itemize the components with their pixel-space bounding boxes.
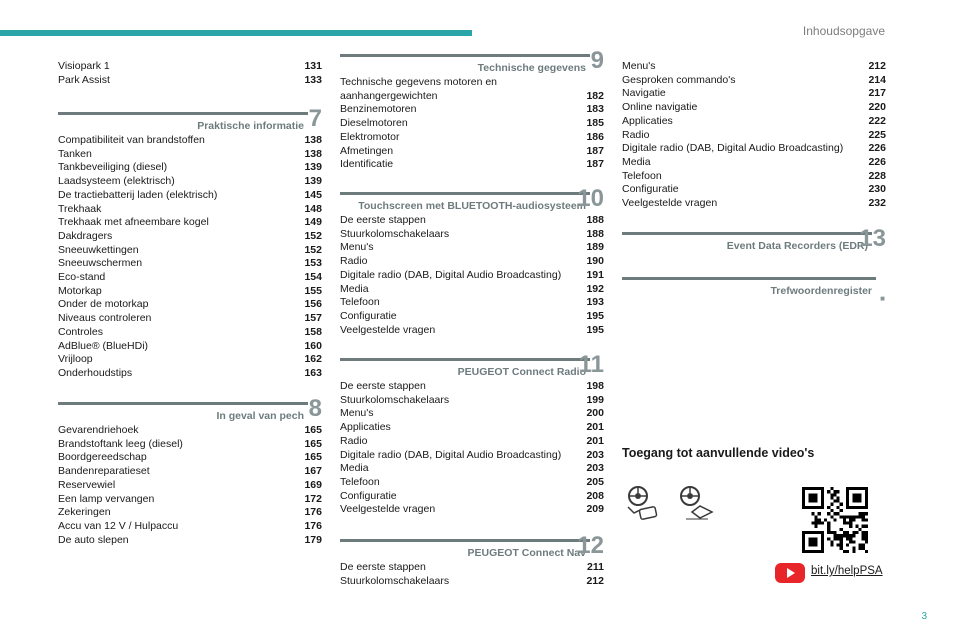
toc-entry-title: Digitale radio (DAB, Digital Audio Broadcasting): [340, 268, 562, 281]
toc-entry[interactable]: [340, 283, 604, 297]
toc-entry-page: 212: [586, 574, 604, 587]
toc-entry[interactable]: [340, 241, 604, 255]
chapter-rule: [340, 358, 590, 361]
toc-entry-page: 228: [868, 169, 886, 182]
toc-entry[interactable]: [340, 490, 604, 504]
toc-list-col3-top: [622, 60, 886, 211]
toc-entry[interactable]: [340, 421, 604, 435]
toc-entry-page: 200: [586, 407, 604, 420]
index-section: [622, 277, 886, 303]
toc-entry[interactable]: [58, 534, 322, 548]
toc-entry-title: Configuratie: [340, 309, 397, 322]
toc-entry-page: 131: [304, 60, 322, 72]
toc-entry-page: 163: [304, 366, 322, 379]
toc-entry-title: Tanken: [58, 147, 92, 160]
toc-entry-page: 217: [868, 87, 886, 100]
toc-entry-page: 133: [304, 73, 322, 86]
toc-entry-title: AdBlue® (BlueHDi): [58, 339, 149, 352]
toc-entry[interactable]: [58, 340, 322, 354]
toc-entry[interactable]: [622, 156, 886, 170]
toc-entry-page: 201: [586, 434, 604, 447]
chapter-title: Technische gegevens: [477, 62, 586, 74]
chapter-9-entries: [340, 76, 604, 172]
toc-entry-page: 225: [868, 128, 886, 141]
toc-entry[interactable]: [622, 197, 886, 211]
toc-entry-title: Digitale radio (DAB, Digital Audio Broadcasting): [340, 448, 562, 461]
toc-entry-title: Veelgestelde vragen: [622, 197, 718, 210]
toc-entry-page: 208: [586, 489, 604, 502]
toc-entry[interactable]: [340, 380, 604, 394]
toc-entry-page: 203: [586, 462, 604, 475]
toc-entry-page: 138: [304, 147, 322, 160]
toc-entry-title: Trekhaak: [58, 202, 102, 215]
toc-entry[interactable]: [58, 257, 322, 271]
toc-entry-title: Eco-stand: [58, 271, 106, 284]
toc-entry[interactable]: [622, 183, 886, 197]
toc-entry-page: 167: [304, 465, 322, 478]
toc-entry-page: 158: [304, 325, 322, 338]
toc-entry-title: Benzinemotoren: [340, 103, 417, 116]
chapter-number: 9: [590, 47, 604, 74]
toc-entry-page: 193: [586, 296, 604, 309]
toc-entry-title: De tractiebatterij laden (elektrisch): [58, 188, 218, 201]
toc-entry[interactable]: [340, 435, 604, 449]
toc-entry[interactable]: [58, 493, 322, 507]
toc-entry-page: 165: [304, 437, 322, 450]
toc-entry-title: Identificatie: [340, 158, 394, 171]
toc-entry-page: 185: [586, 117, 604, 130]
toc-entry-page: 155: [304, 284, 322, 297]
toc-entry-page: 138: [304, 134, 322, 146]
toc-entry[interactable]: [58, 74, 322, 88]
toc-entry-title: Zekeringen: [58, 506, 111, 519]
chapter-7: [58, 105, 322, 381]
toc-entry-title: Stuurkolomschakelaars: [340, 227, 450, 240]
chapter-rule: [622, 277, 876, 280]
toc-entry-title: Reservewiel: [58, 478, 116, 491]
toc-entry-page: 188: [586, 214, 604, 226]
chapter-rule: [622, 232, 872, 235]
toc-entry[interactable]: [340, 255, 604, 269]
chapter-title: PEUGEOT Connect Nav: [467, 547, 586, 559]
toc-entry-title: Navigatie: [622, 87, 666, 100]
toc-entry-title: Laadsysteem (elektrisch): [58, 175, 175, 188]
chapter-13-heading[interactable]: [622, 225, 886, 252]
toc-entry[interactable]: [340, 228, 604, 242]
toc-entry[interactable]: [58, 312, 322, 326]
chapter-8-entries: [58, 424, 322, 547]
chapter-number: 11: [578, 351, 604, 378]
toc-entry-page: 220: [868, 101, 886, 114]
toc-entry-page: 176: [304, 506, 322, 519]
toc-entry-page: 205: [586, 475, 604, 488]
chapter-number: 13: [859, 225, 886, 252]
toc-entry-title: Online navigatie: [622, 101, 698, 114]
toc-entry-page: 183: [586, 103, 604, 116]
toc-entry[interactable]: [58, 520, 322, 534]
toc-entry-page: 156: [304, 298, 322, 311]
chapter-11: [340, 351, 604, 517]
toc-entry[interactable]: [622, 142, 886, 156]
toc-entry[interactable]: [340, 476, 604, 490]
toc-entry-page: 169: [304, 478, 322, 491]
chapter-title: In geval van pech: [216, 410, 304, 422]
videos-heading: Toegang tot aanvullende video's: [622, 446, 815, 460]
toc-entry[interactable]: [58, 203, 322, 217]
toc-entry-page: 191: [586, 268, 604, 281]
toc-entry-title: Stuurkolomschakelaars: [340, 393, 450, 406]
page-header-title: Inhoudsopgave: [802, 24, 885, 38]
chapter-number: 10: [577, 185, 604, 212]
toc-entry-title: Dieselmotoren: [340, 117, 408, 130]
toc-entry-page: 160: [304, 339, 322, 352]
page-number: 3: [921, 611, 927, 622]
toc-entry-page: 179: [304, 533, 322, 546]
toc-entry[interactable]: [58, 438, 322, 452]
toc-entry-title: Compatibiliteit van brandstoffen: [58, 134, 205, 146]
toc-entry-title: Accu van 12 V / Hulpaccu: [58, 519, 179, 532]
toc-entry[interactable]: [58, 465, 322, 479]
chapter-title: Praktische informatie: [197, 120, 304, 132]
toc-entry[interactable]: [340, 449, 604, 463]
toc-entry-page: 195: [586, 309, 604, 322]
toc-entry[interactable]: [622, 74, 886, 88]
toc-entry-title: Radio: [340, 434, 368, 447]
toc-entry-title: Onder de motorkap: [58, 298, 149, 311]
chapter-10-heading[interactable]: [340, 185, 604, 212]
toc-entry-title: Media: [340, 282, 369, 295]
toc-entry[interactable]: [58, 285, 322, 299]
toc-entry-title: Radio: [340, 255, 368, 268]
toc-entry-title: Niveaus controleren: [58, 312, 152, 325]
chapter-title: Event Data Recorders (EDR): [726, 240, 868, 252]
toc-entry-page: 187: [586, 158, 604, 171]
chapter-10: [340, 185, 604, 337]
toc-entry[interactable]: [58, 216, 322, 230]
toc-entry-page: 162: [304, 353, 322, 366]
chapter-12-entries: [340, 561, 604, 588]
toc-entry-title: Media: [340, 462, 369, 475]
toc-entry[interactable]: [340, 117, 604, 131]
toc-entry-title: Brandstoftank leeg (diesel): [58, 437, 183, 450]
toc-entry[interactable]: [340, 269, 604, 283]
toc-column-1: [58, 60, 322, 87]
toc-entry-title: Applicaties: [622, 114, 673, 127]
toc-entry-page: 222: [868, 114, 886, 127]
toc-entry[interactable]: [340, 407, 604, 421]
steering-wheel-screen-icon: [626, 486, 660, 522]
toc-entry[interactable]: [340, 158, 604, 172]
chapter-number: 8: [308, 395, 322, 422]
toc-entry-page: 182: [586, 89, 604, 102]
toc-entry-title: Menu's: [340, 407, 374, 420]
toc-entry-page: 187: [586, 144, 604, 157]
toc-entry-title: Radio: [622, 128, 650, 141]
chapter-8: [58, 395, 322, 547]
chapter-rule: [58, 112, 308, 115]
toc-entry-title: Controles: [58, 325, 103, 338]
toc-entry[interactable]: [58, 479, 322, 493]
chapter-7-heading[interactable]: [58, 105, 322, 132]
toc-entry-title: De eerste stappen: [340, 561, 426, 573]
toc-entry[interactable]: [622, 87, 886, 101]
chapter-rule: [340, 54, 590, 57]
toc-entry-title: Bandenreparatieset: [58, 465, 150, 478]
toc-entry[interactable]: [58, 506, 322, 520]
chapter-10-entries: [340, 214, 604, 337]
toc-entry[interactable]: [622, 60, 886, 74]
toc-entry-page: 226: [868, 142, 886, 155]
toc-column-3: [622, 60, 886, 211]
toc-entry-title: Afmetingen: [340, 144, 394, 157]
toc-entry[interactable]: [340, 310, 604, 324]
toc-entry[interactable]: [58, 244, 322, 258]
toc-entry-page: 214: [868, 73, 886, 86]
toc-entry-page: 148: [304, 202, 322, 215]
toc-entry-title: Park Assist: [58, 73, 110, 86]
toc-entry-title: Vrijloop: [58, 353, 93, 366]
toc-entry-title: Stuurkolomschakelaars: [340, 574, 450, 587]
index-title: Trefwoordenregister: [770, 285, 872, 297]
toc-entry-title: Digitale radio (DAB, Digital Audio Broadcasting): [622, 142, 844, 155]
toc-entry[interactable]: [340, 561, 604, 575]
toc-entry-title: Sneeuwkettingen: [58, 243, 139, 256]
toc-entry-title: Dakdragers: [58, 229, 113, 242]
index-bullet: ■: [880, 294, 885, 303]
toc-entry-page: 154: [304, 271, 322, 284]
toc-entry-title: Veelgestelde vragen: [340, 323, 436, 336]
toc-entry-page: 153: [304, 257, 322, 270]
toc-entry-title: De eerste stappen: [340, 214, 426, 226]
toc-entry-page: 203: [586, 448, 604, 461]
toc-entry-page: 211: [587, 561, 604, 573]
toc-entry-page: 157: [304, 312, 322, 325]
toc-entry[interactable]: [58, 148, 322, 162]
toc-entry-page: 232: [868, 197, 886, 210]
toc-entry[interactable]: [340, 214, 604, 228]
toc-entry[interactable]: [340, 296, 604, 310]
chapter-12-heading[interactable]: [340, 532, 604, 559]
toc-entry-title: Telefoon: [340, 296, 380, 309]
toc-entry[interactable]: [58, 451, 322, 465]
toc-entry[interactable]: [58, 175, 322, 189]
toc-entry[interactable]: [58, 353, 322, 367]
toc-entry[interactable]: [58, 367, 322, 381]
chapter-13: [622, 225, 886, 254]
chapter-title: PEUGEOT Connect Radio: [457, 366, 586, 378]
toc-entry-title: Gesproken commando's: [622, 73, 736, 86]
toc-entry[interactable]: [58, 60, 322, 74]
steering-wheel-car-icon: [678, 486, 716, 522]
toc-entry[interactable]: [340, 462, 604, 476]
toc-entry[interactable]: [340, 145, 604, 159]
toc-entry[interactable]: [340, 76, 604, 90]
toc-entry[interactable]: [58, 424, 322, 438]
toc-list-col1-top: [58, 60, 322, 87]
chapter-11-heading[interactable]: [340, 351, 604, 378]
toc-entry-title: Een lamp vervangen: [58, 492, 155, 505]
toc-entry-page: 198: [586, 380, 604, 392]
toc-entry-title: Sneeuwschermen: [58, 257, 143, 270]
chapter-9-heading[interactable]: [340, 47, 604, 74]
toc-entry[interactable]: [622, 129, 886, 143]
toc-entry-page: 212: [868, 60, 886, 72]
toc-entry-page: 190: [586, 255, 604, 268]
toc-entry-title: Elektromotor: [340, 130, 400, 143]
chapter-number: 12: [577, 532, 604, 559]
toc-entry[interactable]: [340, 90, 604, 104]
chapter-12: [340, 532, 604, 588]
toc-entry-title: De auto slepen: [58, 533, 129, 546]
toc-entry-page: 145: [304, 188, 322, 201]
toc-entry-title: Veelgestelde vragen: [340, 503, 436, 516]
chapter-rule: [58, 402, 308, 405]
chapter-11-entries: [340, 380, 604, 517]
toc-entry-title: Telefoon: [622, 169, 662, 182]
toc-entry-title: Menu's: [622, 60, 656, 72]
toc-entry[interactable]: [340, 131, 604, 145]
toc-entry-page: 192: [586, 282, 604, 295]
toc-entry-title: Menu's: [340, 241, 374, 254]
chapter-rule: [340, 539, 590, 542]
toc-entry-page: 139: [304, 175, 322, 188]
toc-entry-title: Motorkap: [58, 284, 102, 297]
chapter-title: Touchscreen met BLUETOOTH-audiosysteem: [358, 200, 586, 212]
toc-entry[interactable]: [340, 103, 604, 117]
toc-entry-page: 186: [586, 130, 604, 143]
toc-entry[interactable]: [340, 394, 604, 408]
toc-entry[interactable]: [622, 170, 886, 184]
chapter-7-entries: [58, 134, 322, 381]
chapter-9: [340, 47, 604, 172]
index-heading[interactable]: [622, 277, 886, 303]
toc-entry-title: Telefoon: [340, 475, 380, 488]
toc-entry-page: 189: [586, 241, 604, 254]
toc-entry-page: 165: [304, 424, 322, 436]
toc-entry[interactable]: [340, 575, 604, 589]
toc-entry-title: Visiopark 1: [58, 60, 110, 72]
toc-entry-page: 195: [586, 323, 604, 336]
toc-entry-title: Gevarendriehoek: [58, 424, 139, 436]
toc-entry-title: Applicaties: [340, 421, 391, 434]
toc-entry-page: 152: [304, 229, 322, 242]
toc-entry-page: 230: [868, 183, 886, 196]
toc-entry-page: 188: [586, 227, 604, 240]
toc-entry[interactable]: [622, 115, 886, 129]
toc-entry[interactable]: [622, 101, 886, 115]
toc-entry-title: Trekhaak met afneembare kogel: [58, 216, 209, 229]
toc-entry[interactable]: [58, 230, 322, 244]
toc-entry-title: Media: [622, 155, 651, 168]
toc-entry-title: Onderhoudstips: [58, 366, 133, 379]
toc-entry-title: Boordgereedschap: [58, 451, 147, 464]
toc-entry-title: Configuratie: [340, 489, 397, 502]
toc-entry-page: 149: [304, 216, 322, 229]
toc-entry-page: 209: [586, 503, 604, 516]
chapter-number: 7: [308, 105, 322, 132]
toc-entry[interactable]: [58, 298, 322, 312]
toc-entry-page: 226: [868, 155, 886, 168]
toc-entry-title: Technische gegevens motoren en: [340, 76, 498, 88]
toc-entry[interactable]: [340, 324, 604, 338]
toc-entry-page: 199: [586, 393, 604, 406]
chapter-rule: [340, 192, 590, 195]
toc-entry[interactable]: [58, 326, 322, 340]
youtube-icon[interactable]: [775, 563, 805, 583]
toc-entry-title: De eerste stappen: [340, 380, 426, 392]
toc-entry-page: 152: [304, 243, 322, 256]
toc-entry-title: Configuratie: [622, 183, 679, 196]
toc-entry[interactable]: [58, 189, 322, 203]
header-accent-bar: [0, 30, 472, 36]
toc-entry-page: 176: [304, 519, 322, 532]
toc-entry[interactable]: [58, 134, 322, 148]
chapter-8-heading[interactable]: [58, 395, 322, 422]
qr-code-icon[interactable]: [802, 487, 868, 553]
toc-entry[interactable]: [58, 271, 322, 285]
toc-entry-page: 201: [586, 421, 604, 434]
toc-entry-page: 172: [304, 492, 322, 505]
video-link[interactable]: bit.ly/helpPSA: [811, 565, 883, 577]
toc-entry-title: aanhangergewichten: [340, 89, 438, 102]
toc-entry-title: Tankbeveiliging (diesel): [58, 161, 168, 174]
toc-entry[interactable]: [340, 503, 604, 517]
toc-entry[interactable]: [58, 161, 322, 175]
toc-entry-page: 139: [304, 161, 322, 174]
toc-entry-page: 165: [304, 451, 322, 464]
